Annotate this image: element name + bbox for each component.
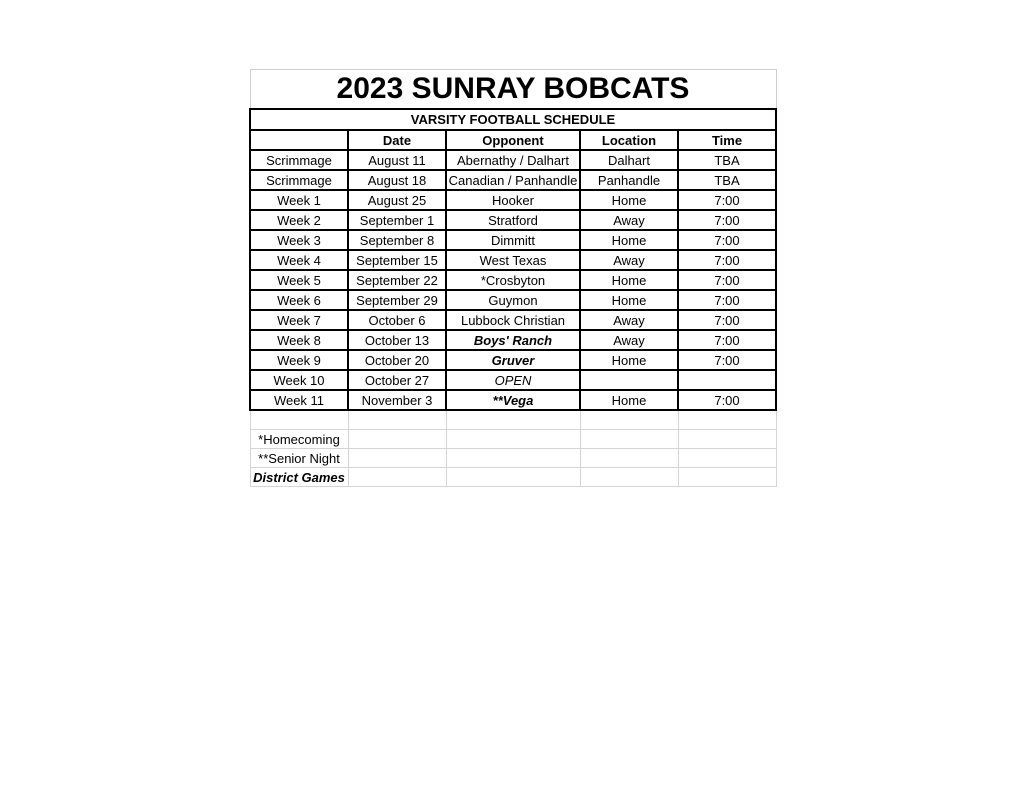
row-opponent: *Crosbyton <box>446 270 580 290</box>
row-date: October 20 <box>348 350 446 370</box>
empty-cell <box>446 430 580 449</box>
row-opponent: Hooker <box>446 190 580 210</box>
row-location <box>580 370 678 390</box>
empty-cell <box>348 449 446 468</box>
empty-cell <box>446 468 580 487</box>
row-time: 7:00 <box>678 270 776 290</box>
row-opponent: Canadian / Panhandle <box>446 170 580 190</box>
page-title: 2023 SUNRAY BOBCATS <box>250 70 776 110</box>
table-row <box>250 230 776 250</box>
legend-row <box>250 449 776 468</box>
header-time: Time <box>678 130 776 150</box>
row-time: 7:00 <box>678 330 776 350</box>
schedule-subtitle: VARSITY FOOTBALL SCHEDULE <box>250 109 776 130</box>
row-label: Week 3 <box>250 230 348 250</box>
table-row <box>250 270 776 290</box>
row-time: TBA <box>678 150 776 170</box>
table-row <box>250 390 776 410</box>
empty-cell <box>580 449 678 468</box>
row-time <box>678 370 776 390</box>
row-time: 7:00 <box>678 230 776 250</box>
empty-cell <box>580 410 678 430</box>
empty-cell <box>348 468 446 487</box>
row-location: Home <box>580 190 678 210</box>
row-location: Home <box>580 350 678 370</box>
row-time: 7:00 <box>678 190 776 210</box>
row-label: Week 4 <box>250 250 348 270</box>
row-opponent-district: Gruver <box>446 350 580 370</box>
row-opponent: Lubbock Christian <box>446 310 580 330</box>
row-time: 7:00 <box>678 210 776 230</box>
row-time: TBA <box>678 170 776 190</box>
row-opponent-district: Boys' Ranch <box>446 330 580 350</box>
row-label: Week 8 <box>250 330 348 350</box>
table-row <box>250 310 776 330</box>
row-location: Home <box>580 230 678 250</box>
row-date: September 1 <box>348 210 446 230</box>
row-label: Scrimmage <box>250 150 348 170</box>
row-opponent-district: **Vega <box>446 390 580 410</box>
row-date: September 29 <box>348 290 446 310</box>
row-date: September 22 <box>348 270 446 290</box>
row-location: Panhandle <box>580 170 678 190</box>
table-row <box>250 150 776 170</box>
row-opponent: Abernathy / Dalhart <box>446 150 580 170</box>
row-date: October 27 <box>348 370 446 390</box>
row-time: 7:00 <box>678 310 776 330</box>
row-label: Week 2 <box>250 210 348 230</box>
legend-row <box>250 468 776 487</box>
schedule-table <box>249 69 777 487</box>
row-label: Week 5 <box>250 270 348 290</box>
legend-district-games: District Games <box>250 468 348 487</box>
row-location: Away <box>580 310 678 330</box>
row-time: 7:00 <box>678 390 776 410</box>
empty-cell <box>580 430 678 449</box>
row-date: September 15 <box>348 250 446 270</box>
row-date: September 8 <box>348 230 446 250</box>
row-label: Week 7 <box>250 310 348 330</box>
row-opponent-open: OPEN <box>446 370 580 390</box>
row-label: Scrimmage <box>250 170 348 190</box>
empty-cell <box>348 430 446 449</box>
table-row <box>250 290 776 310</box>
header-row <box>250 130 776 150</box>
row-label: Week 9 <box>250 350 348 370</box>
header-blank <box>250 130 348 150</box>
empty-cell <box>446 449 580 468</box>
empty-cell <box>678 410 776 430</box>
table-row <box>250 170 776 190</box>
row-label: Week 1 <box>250 190 348 210</box>
row-location: Dalhart <box>580 150 678 170</box>
row-location: Away <box>580 330 678 350</box>
row-opponent: West Texas <box>446 250 580 270</box>
row-opponent: Stratford <box>446 210 580 230</box>
row-location: Away <box>580 210 678 230</box>
header-location: Location <box>580 130 678 150</box>
row-time: 7:00 <box>678 250 776 270</box>
table-row <box>250 210 776 230</box>
empty-cell <box>446 410 580 430</box>
row-date: November 3 <box>348 390 446 410</box>
row-location: Away <box>580 250 678 270</box>
legend-senior-night: **Senior Night <box>250 449 348 468</box>
empty-cell <box>250 410 348 430</box>
legend-homecoming: *Homecoming <box>250 430 348 449</box>
table-row <box>250 330 776 350</box>
table-row <box>250 350 776 370</box>
row-time: 7:00 <box>678 350 776 370</box>
blank-row <box>250 410 776 430</box>
empty-cell <box>678 430 776 449</box>
row-time: 7:00 <box>678 290 776 310</box>
row-date: August 11 <box>348 150 446 170</box>
row-location: Home <box>580 290 678 310</box>
row-location: Home <box>580 270 678 290</box>
empty-cell <box>348 410 446 430</box>
empty-cell <box>678 468 776 487</box>
row-opponent: Guymon <box>446 290 580 310</box>
table-row <box>250 250 776 270</box>
row-label: Week 11 <box>250 390 348 410</box>
row-date: August 18 <box>348 170 446 190</box>
row-label: Week 6 <box>250 290 348 310</box>
empty-cell <box>678 449 776 468</box>
row-date: October 13 <box>348 330 446 350</box>
table-row <box>250 370 776 390</box>
table-row <box>250 190 776 210</box>
row-date: August 25 <box>348 190 446 210</box>
header-date: Date <box>348 130 446 150</box>
row-label: Week 10 <box>250 370 348 390</box>
legend-row <box>250 430 776 449</box>
row-date: October 6 <box>348 310 446 330</box>
row-opponent: Dimmitt <box>446 230 580 250</box>
row-location: Home <box>580 390 678 410</box>
header-opponent: Opponent <box>446 130 580 150</box>
empty-cell <box>580 468 678 487</box>
